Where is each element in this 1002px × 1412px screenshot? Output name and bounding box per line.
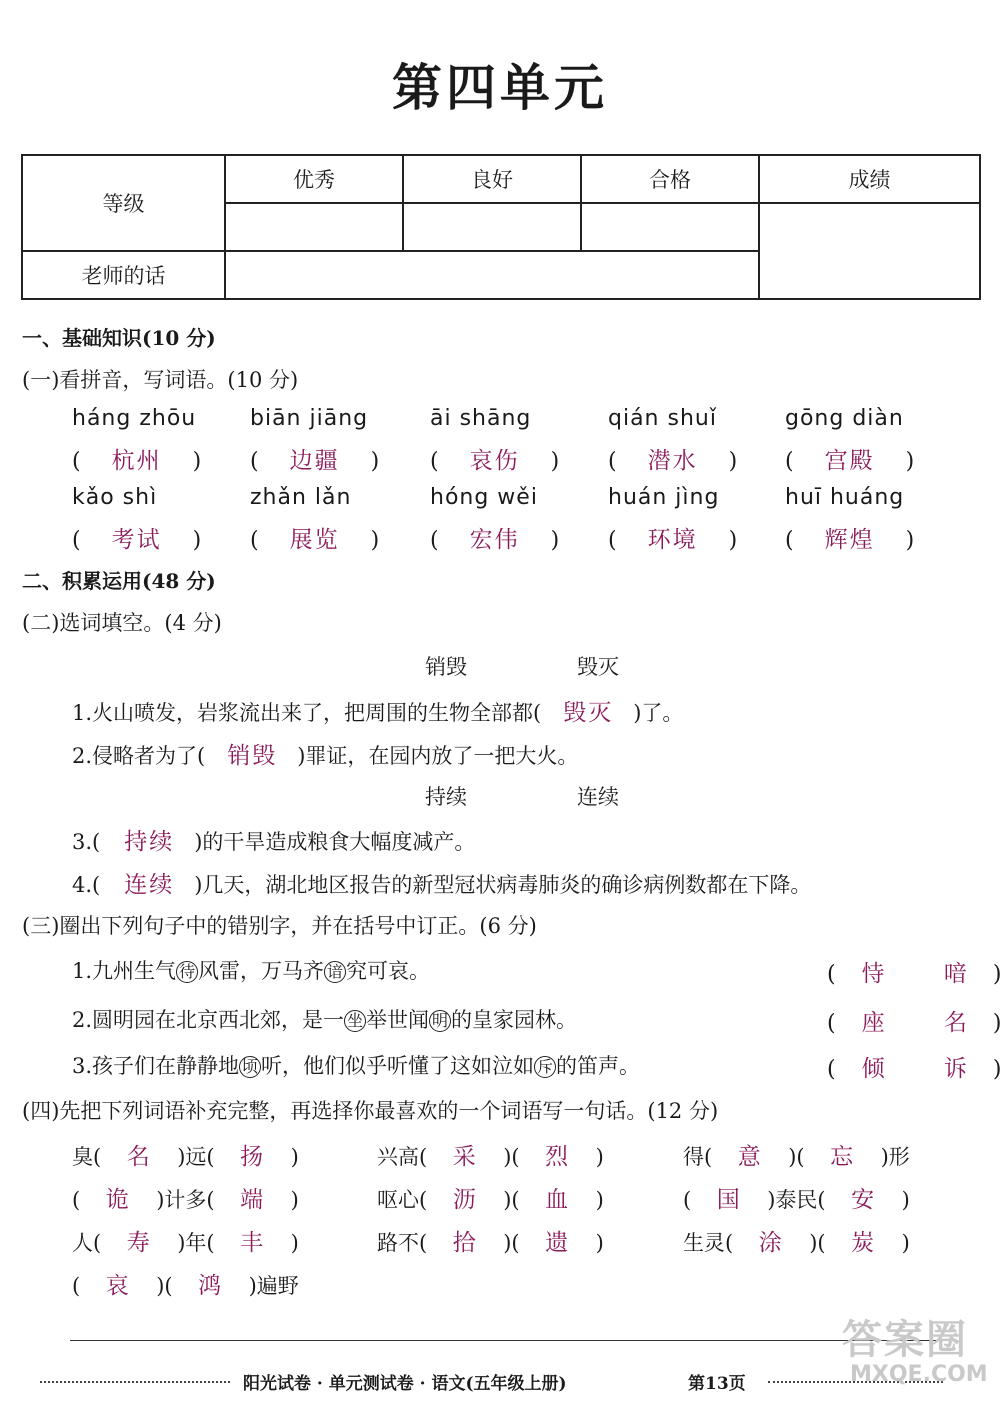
footer-page-number: 第13页: [688, 1374, 746, 1394]
circled-char: 谙: [324, 961, 346, 983]
circled-char: 待: [176, 961, 198, 983]
teacher-label: 老师的话: [22, 251, 225, 299]
answer-word: 展览: [289, 527, 340, 553]
score-cell: [759, 203, 980, 299]
idiom-item: 臭( 名 )远( 扬 ): [72, 1138, 299, 1171]
section-basics-heading: 一、基础知识(10 分): [22, 326, 216, 350]
idiom-blank: 端: [240, 1187, 266, 1213]
answer-word: 潜水: [647, 448, 698, 474]
pinyin-text: qián shuǐ: [608, 406, 717, 431]
answer-paren: ( 哀伤 ): [430, 442, 559, 475]
circled-char: 坐: [344, 1010, 366, 1032]
choice-word-3: 持续: [425, 785, 467, 809]
idiom-blank: 采: [452, 1144, 478, 1170]
idiom-item: ( 诡 )计多( 端 ): [72, 1181, 299, 1214]
level-excellent: 优秀: [225, 155, 403, 203]
footer-text: 阳光试卷 · 单元测试卷 · 语文(五年级上册): [243, 1374, 567, 1394]
answer-blank: 销毁: [227, 743, 278, 769]
answer-paren: ( 宫殿 ): [785, 442, 914, 475]
idiom-blank: 血: [545, 1187, 571, 1213]
idiom-blank: 哀: [105, 1273, 131, 1299]
level-pass-cell: [581, 203, 759, 251]
idiom-item: 呕心( 沥 )( 血 ): [377, 1181, 604, 1214]
q3-answer-2: ( 座 名): [827, 1010, 1002, 1036]
idiom-item: ( 哀 )( 鸿 )遍野: [72, 1267, 299, 1300]
answer-paren: ( 宏伟 ): [430, 521, 559, 554]
pinyin-text: zhǎn lǎn: [250, 485, 352, 510]
section-usage-heading: 二、积累运用(48 分): [22, 569, 216, 593]
circled-char: 顷: [239, 1056, 261, 1078]
page-title: 第四单元: [392, 58, 608, 117]
watermark-url: MXQE.COM: [850, 1362, 988, 1387]
grade-table: [21, 154, 981, 300]
q2-sentence-2: 2.侵略者为了( 销毁 )罪证，在园内放了一把大火。: [72, 743, 579, 769]
q3-sentence-3: 3.孩子们在静静地 顷 听，他们似乎听懂了这如泣如 斥 的笛声。: [72, 1054, 641, 1078]
choice-word-4: 连续: [577, 785, 619, 809]
idiom-item: 路不( 拾 )( 遗 ): [377, 1224, 604, 1257]
pinyin-text: huī huáng: [785, 485, 905, 510]
answer-blank: 连续: [124, 872, 175, 898]
teacher-comment-cell: [225, 251, 759, 299]
idiom-blank: 烈: [545, 1144, 571, 1170]
pinyin-text: gōng diàn: [785, 406, 904, 431]
idiom-blank: 遗: [545, 1230, 571, 1256]
answer-word: 环境: [647, 527, 698, 553]
answer-word: 宫殿: [824, 448, 875, 474]
answer-word: 宏伟: [469, 527, 520, 553]
idiom-blank: 意: [737, 1144, 763, 1170]
answer-paren: ( 辉煌 ): [785, 521, 914, 554]
q2-sentence-4: 4.( 连续 )几天，湖北地区报告的新型冠状病毒肺炎的确诊病例数都在下降。: [72, 872, 812, 898]
pinyin-text: āi shāng: [430, 406, 532, 431]
idiom-blank: 拾: [452, 1230, 478, 1256]
q1-heading: (一)看拼音，写词语。(10 分): [22, 368, 299, 392]
level-excellent-cell: [225, 203, 403, 251]
q3-answer-1: ( 恃 喑): [827, 961, 1002, 987]
q3-answer-3: ( 倾 诉): [827, 1056, 1002, 1082]
idiom-item: 人( 寿 )年( 丰 ): [72, 1224, 299, 1257]
q2-sentence-1: 1.火山喷发，岩浆流出来了，把周围的生物全部都( 毁灭 )了。: [72, 700, 684, 726]
answer-word: 考试: [111, 527, 162, 553]
footer-dots-left: [40, 1381, 230, 1383]
pinyin-text: biān jiāng: [250, 406, 369, 431]
circled-char: 斥: [534, 1056, 556, 1078]
level-good: 良好: [403, 155, 581, 203]
footer-divider: [70, 1340, 938, 1341]
idiom-blank: 炭: [851, 1230, 877, 1256]
idiom-item: 生灵( 涂 )( 炭 ): [683, 1224, 910, 1257]
idiom-blank: 扬: [240, 1144, 266, 1170]
choice-word-2: 毁灭: [577, 655, 619, 679]
idiom-blank: 鸿: [198, 1273, 224, 1299]
idiom-blank: 丰: [240, 1230, 266, 1256]
idiom-blank: 安: [851, 1187, 877, 1213]
answer-word: 边疆: [289, 448, 340, 474]
answer-paren: ( 杭州 ): [72, 442, 201, 475]
circled-char: 明: [429, 1010, 451, 1032]
idiom-item: 得( 意 )( 忘 )形: [683, 1138, 910, 1171]
answer-blank: 持续: [124, 829, 175, 855]
pinyin-text: hóng wěi: [430, 485, 538, 510]
answer-paren: ( 边疆 ): [250, 442, 379, 475]
q2-sentence-3: 3.( 持续 )的干旱造成粮食大幅度减产。: [72, 829, 476, 855]
idiom-item: ( 国 )泰民( 安 ): [683, 1181, 910, 1214]
answer-paren: ( 环境 ): [608, 521, 737, 554]
idiom-blank: 忘: [830, 1144, 856, 1170]
answer-word: 哀伤: [469, 448, 520, 474]
watermark-logo: 答案圈: [842, 1317, 968, 1363]
answer-paren: ( 潜水 ): [608, 442, 737, 475]
q2-heading: (二)选词填空。(4 分): [22, 611, 222, 635]
pinyin-text: háng zhōu: [72, 406, 197, 431]
answer-word: 杭州: [111, 448, 162, 474]
q4-heading: (四)先把下列词语补充完整，再选择你最喜欢的一个词语写一句话。(12 分): [22, 1099, 719, 1123]
score-label: 成绩: [759, 155, 980, 203]
answer-paren: ( 展览 ): [250, 521, 379, 554]
answer-paren: ( 考试 ): [72, 521, 201, 554]
q3-heading: (三)圈出下列句子中的错别字，并在括号中订正。(6 分): [22, 914, 537, 938]
answer-word: 辉煌: [824, 527, 875, 553]
idiom-blank: 寿: [126, 1230, 152, 1256]
answer-blank: 毁灭: [563, 700, 614, 726]
idiom-blank: 沥: [452, 1187, 478, 1213]
grade-label: 等级: [22, 155, 225, 251]
level-pass: 合格: [581, 155, 759, 203]
idiom-blank: 名: [126, 1144, 152, 1170]
pinyin-text: huán jìng: [608, 485, 720, 510]
idiom-blank: 诡: [105, 1187, 131, 1213]
idiom-blank: 涂: [758, 1230, 784, 1256]
idiom-item: 兴高( 采 )( 烈 ): [377, 1138, 604, 1171]
level-good-cell: [403, 203, 581, 251]
pinyin-text: kǎo shì: [72, 485, 158, 510]
q3-sentence-2: 2.圆明园在北京西北郊，是一 坐 举世闻 明 的皇家园林。: [72, 1008, 578, 1032]
choice-word-1: 销毁: [425, 655, 467, 679]
idiom-blank: 国: [716, 1187, 742, 1213]
q3-sentence-1: 1.九州生气 待 风雷，万马齐 谙 究可哀。: [72, 959, 431, 983]
